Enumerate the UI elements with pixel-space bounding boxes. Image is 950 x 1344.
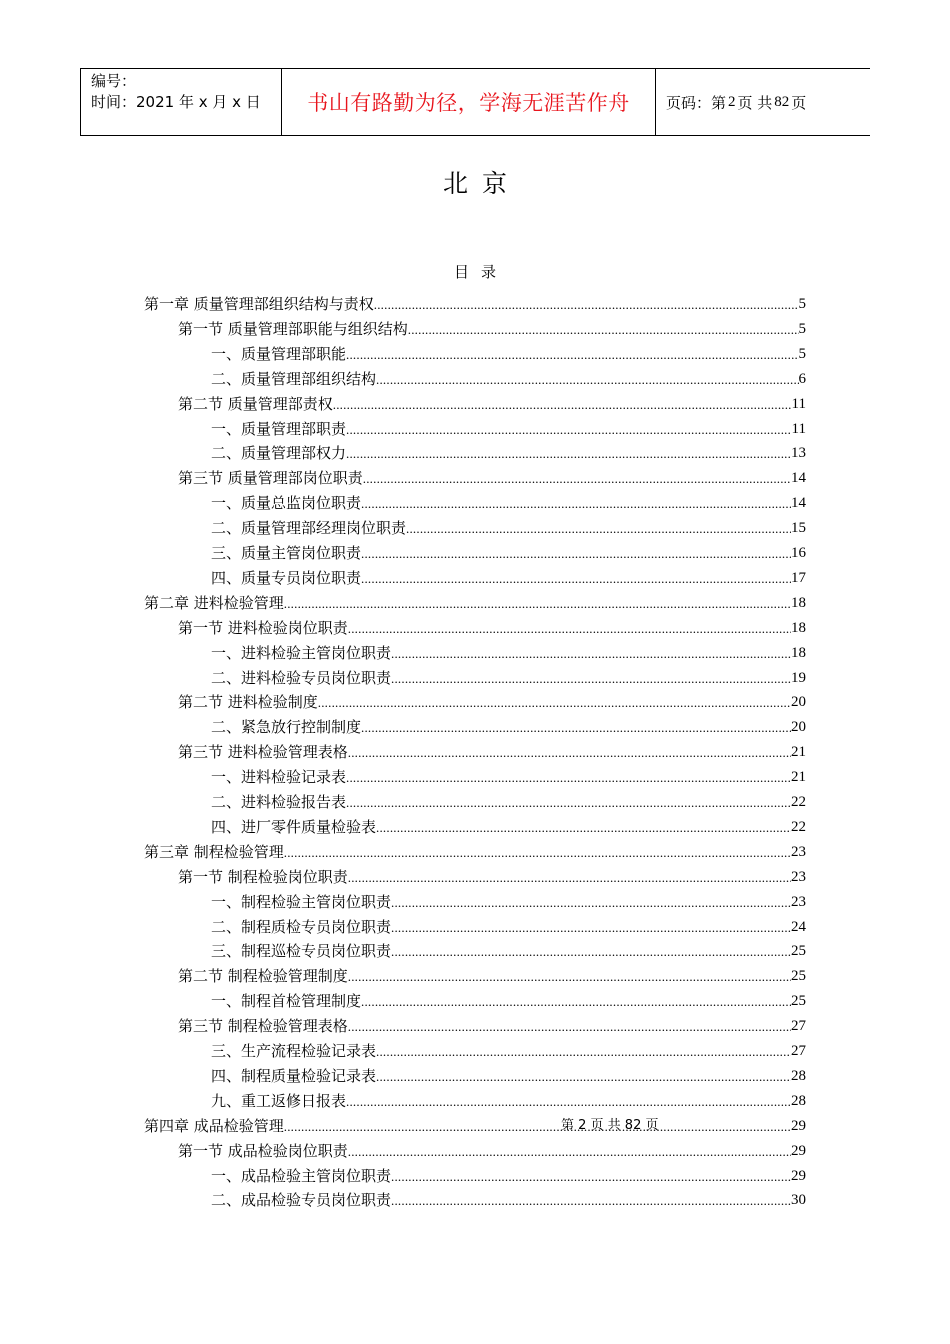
page-prefix: 页码：第 [666, 93, 727, 112]
toc-entry[interactable] [211, 642, 806, 664]
toc-dot-leader [348, 743, 791, 763]
toc-dot-leader [376, 370, 798, 390]
toc-dot-leader [346, 793, 791, 813]
toc-entry[interactable] [211, 716, 806, 738]
toc-entry[interactable] [211, 517, 806, 539]
toc-entry[interactable] [144, 293, 806, 315]
toc-entry-page: 29 [791, 1167, 806, 1184]
toc-entry-label: 一、进料检验记录表 [211, 768, 347, 787]
toc-entry[interactable] [211, 368, 806, 390]
toc-entry-label: 第一节 质量管理部职能与组织结构 [178, 319, 408, 338]
toc-entry-page: 13 [791, 445, 806, 462]
toc-entry[interactable] [211, 492, 806, 514]
toc-entry[interactable] [178, 617, 806, 639]
toc-dot-leader [346, 345, 798, 365]
toc-entry-page: 23 [791, 843, 806, 860]
toc-dot-leader [348, 868, 791, 888]
toc-entry[interactable] [211, 816, 806, 838]
toc-entry[interactable] [178, 965, 806, 987]
page-mid: 页 共 [737, 93, 773, 112]
toc-dot-leader [391, 893, 791, 913]
toc-entry-page: 29 [791, 1117, 806, 1134]
toc-entry-page: 27 [791, 1018, 806, 1035]
toc-entry[interactable] [178, 393, 806, 415]
document-header [80, 68, 870, 136]
toc-entry-label: 第二节 制程检验管理制度 [178, 967, 348, 986]
toc-entry-page: 18 [791, 644, 806, 661]
toc-entry[interactable] [211, 667, 806, 689]
toc-dot-leader [391, 918, 791, 938]
toc-entry[interactable] [144, 841, 806, 863]
toc-dot-leader [333, 395, 792, 415]
toc-entry-label: 四、进厂零件质量检验表 [211, 817, 377, 836]
document-number-label: 编号： [91, 72, 137, 90]
toc-entry-label: 一、制程首检管理制度 [211, 992, 362, 1011]
toc-dot-leader [346, 768, 791, 788]
toc-entry-label: 第一节 制程检验岗位职责 [178, 867, 348, 886]
toc-entry-label: 二、紧急放行控制制度 [211, 718, 362, 737]
toc-entry-label: 九、重工返修日报表 [211, 1091, 347, 1110]
toc-dot-leader [284, 594, 791, 614]
toc-entry[interactable] [211, 1165, 806, 1187]
toc-entry[interactable] [178, 318, 806, 340]
toc-entry[interactable] [178, 741, 806, 763]
toc-entry-page: 20 [791, 694, 806, 711]
toc-dot-leader [376, 818, 791, 838]
toc-entry-page: 5 [798, 320, 806, 337]
toc-dot-leader [376, 1042, 791, 1062]
toc-entry-label: 二、质量管理部组织结构 [211, 369, 377, 388]
toc-entry-page: 24 [791, 918, 806, 935]
toc-entry-label: 一、成品检验主管岗位职责 [211, 1166, 392, 1185]
toc-entry-label: 三、生产流程检验记录表 [211, 1042, 377, 1060]
toc-entry-page: 5 [798, 296, 806, 312]
toc-dot-leader [361, 718, 791, 738]
toc-entry[interactable] [211, 1065, 806, 1087]
toc-entry-label: 第一节 成品检验岗位职责 [178, 1141, 348, 1160]
header-motto-cell [282, 69, 656, 135]
toc-entry-label: 第三节 制程检验管理表格 [178, 1017, 348, 1036]
toc-entry-page: 30 [791, 1192, 806, 1209]
toc-entry[interactable] [211, 1189, 806, 1211]
toc-entry[interactable] [178, 1015, 806, 1037]
toc-entry[interactable] [211, 791, 806, 813]
toc-entry-label: 二、质量管理部权力 [211, 444, 347, 463]
toc-entry-page: 21 [791, 744, 806, 761]
city-title: 北京 [442, 169, 521, 198]
toc-dot-leader [348, 967, 791, 987]
toc-entry-page: 5 [798, 345, 806, 362]
toc-entry-label: 三、质量主管岗位职责 [211, 544, 362, 562]
toc-entry[interactable] [211, 940, 806, 962]
toc-entry-label: 四、制程质量检验记录表 [211, 1066, 377, 1085]
toc-entry[interactable] [211, 766, 806, 788]
page-footer: 第 2 页 共 82 页 [561, 1118, 659, 1133]
toc-dot-leader [361, 992, 791, 1012]
toc-dot-leader [361, 544, 791, 564]
toc-entry-label: 第二章 进料检验管理 [144, 593, 284, 612]
toc-entry[interactable] [211, 1040, 806, 1062]
toc-entry[interactable] [211, 418, 806, 440]
toc-entry[interactable] [211, 990, 806, 1012]
toc-dot-leader [374, 295, 799, 315]
toc-entry-page: 23 [791, 868, 806, 885]
page-suffix: 页 [791, 93, 807, 112]
toc-entry-page: 20 [791, 719, 806, 736]
toc-dot-leader [318, 693, 791, 713]
toc-entry-page: 28 [791, 1092, 806, 1109]
toc-dot-leader [346, 444, 791, 464]
toc-dot-leader [346, 420, 792, 440]
toc-entry-label: 第四章 成品检验管理 [144, 1116, 284, 1135]
toc-entry-page: 14 [791, 495, 806, 512]
toc-entry-page: 25 [791, 968, 806, 985]
toc-entry-page: 21 [791, 769, 806, 786]
toc-dot-leader [408, 320, 799, 340]
toc-entry-label: 四、质量专员岗位职责 [211, 568, 362, 587]
toc-entry-page: 18 [791, 594, 806, 611]
toc-entry-label: 二、成品检验专员岗位职责 [211, 1191, 392, 1210]
toc-dot-leader [361, 569, 791, 589]
toc-entry-page: 15 [791, 520, 806, 537]
toc-entry-page: 18 [791, 619, 806, 636]
toc-entry[interactable] [211, 542, 806, 564]
toc-dot-leader [391, 644, 791, 664]
toc-entry-page: 11 [791, 420, 806, 437]
toc-entry-page: 25 [791, 993, 806, 1010]
toc-entry-label: 二、进料检验报告表 [211, 793, 347, 811]
toc-entry-page: 27 [791, 1043, 806, 1059]
header-motto: 书山有路勤为径，学海无涯苦作舟 [307, 91, 630, 115]
toc-entry-label: 第三节 进料检验管理表格 [178, 743, 348, 762]
toc-dot-leader [348, 1017, 791, 1037]
toc-entry[interactable] [211, 442, 806, 464]
toc-entry-label: 三、制程巡检专员岗位职责 [211, 942, 392, 961]
toc-dot-leader [348, 619, 791, 639]
toc-entry-label: 二、制程质检专员岗位职责 [211, 917, 392, 936]
page-current: 2 [728, 93, 736, 110]
toc-entry-page: 14 [791, 470, 806, 487]
toc-dot-leader [346, 1092, 791, 1112]
toc-title: 目录 [453, 263, 508, 281]
toc-entry-page: 22 [791, 818, 806, 835]
toc-entry-label: 第二节 进料检验制度 [178, 693, 318, 712]
page-total: 82 [774, 93, 790, 110]
toc-entry[interactable] [178, 866, 806, 888]
toc-entry-page: 28 [791, 1067, 806, 1084]
toc-entry-page: 16 [791, 545, 806, 561]
toc-entry-page: 29 [791, 1142, 806, 1159]
toc-entry-label: 一、质量总监岗位职责 [211, 494, 362, 513]
toc-dot-leader [391, 669, 791, 689]
toc-entry-page: 17 [791, 569, 806, 586]
toc-entry-page: 19 [791, 669, 806, 686]
toc-entry[interactable] [211, 567, 806, 589]
toc-dot-leader [391, 1167, 791, 1187]
toc-entry-page: 22 [791, 794, 806, 810]
toc-entry-label: 一、制程检验主管岗位职责 [211, 892, 392, 911]
toc-dot-leader [363, 469, 791, 489]
toc-entry[interactable] [211, 916, 806, 938]
toc-entry-label: 一、质量管理部职责 [211, 419, 347, 438]
toc-dot-leader [348, 1142, 791, 1162]
toc-entry-label: 第三章 制程检验管理 [144, 842, 284, 861]
toc-dot-leader [391, 1191, 791, 1211]
toc-dot-leader [406, 519, 791, 539]
toc-dot-leader [361, 494, 791, 514]
toc-entry-label: 一、质量管理部职能 [211, 344, 347, 363]
toc-entry-label: 二、质量管理部经理岗位职责 [211, 519, 407, 538]
toc-entry-label: 第三节 质量管理部岗位职责 [178, 469, 363, 488]
toc-entry[interactable] [211, 1090, 806, 1112]
toc-entry[interactable] [211, 891, 806, 913]
toc-entry-page: 25 [791, 943, 806, 960]
toc-entry-label: 第一章 质量管理部组织结构与责权 [144, 295, 374, 313]
toc-dot-leader [284, 843, 791, 863]
toc-entry[interactable] [211, 343, 806, 365]
toc-dot-leader [376, 1067, 791, 1087]
toc-entry-page: 11 [791, 395, 806, 412]
toc-entry[interactable] [178, 1140, 806, 1162]
toc-entry-label: 第一节 进料检验岗位职责 [178, 618, 348, 637]
toc-dot-leader [391, 942, 791, 962]
toc-entry-page: 6 [798, 370, 806, 387]
toc-entry-label: 第二节 质量管理部责权 [178, 394, 333, 413]
toc-entry-label: 一、进料检验主管岗位职责 [211, 643, 392, 662]
header-meta [81, 69, 282, 135]
toc-entry[interactable] [144, 592, 806, 614]
toc-entry[interactable] [178, 467, 806, 489]
toc-entry-page: 23 [791, 893, 806, 910]
header-page-info [656, 69, 870, 135]
toc-entry-label: 二、进料检验专员岗位职责 [211, 668, 392, 687]
toc-entry[interactable] [178, 691, 806, 713]
document-date: 时间：2021 年 x 月 x 日 [91, 93, 261, 111]
